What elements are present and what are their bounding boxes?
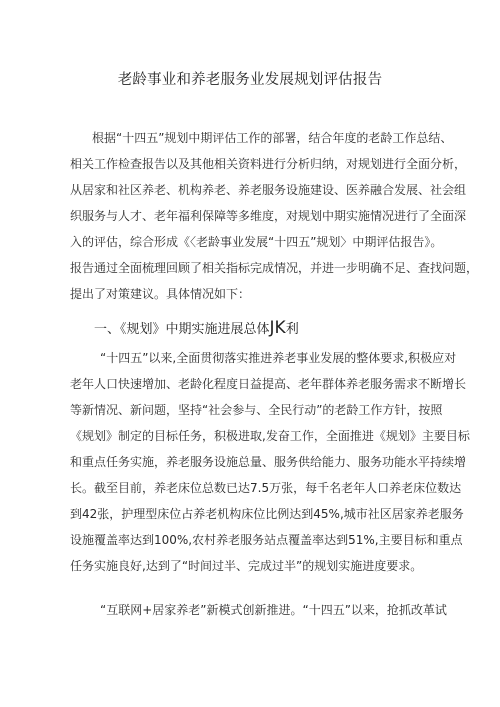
progress-paragraph: [70, 345, 470, 579]
text-line: 织服务与人才、老年福利保障等多维度，对规划中期实施情况进行了全面深: [70, 209, 467, 223]
section-heading-jk: JK: [269, 318, 286, 338]
section-heading-suffix: 利: [285, 322, 299, 337]
internet-eldercare-paragraph: [70, 597, 450, 623]
text-line: “互联网+居家养老”新模式创新推进。“十四五”以来，抢抓改革试: [100, 603, 447, 617]
text-line: 报告通过全面梳理回顾了相关指标完成情况，并进一步明确不足、查找问题，: [70, 261, 479, 275]
text-line: 任务实施良好,达到了“时间过半、完成过半”的规划实施进度要求。: [70, 559, 423, 573]
text-line: 到42张，护理型床位占养老机构床位比例达到45%,城市社区居家养老服务: [70, 507, 464, 521]
section-heading: [94, 318, 299, 338]
document-title: 老龄事业和养老服务业发展规划评估报告: [117, 72, 383, 88]
text-line: 从居家和社区养老、机构养老、养老服务设施建设、医养融合发展、社会组: [70, 183, 467, 197]
text-line: 长。截至目前，养老床位总数已达7.5万张，每千名老年人口养老床位数达: [70, 481, 462, 495]
text-line: 相关工作检查报告以及其他相关资料进行分析归纳，对规划进行全面分析，: [70, 157, 467, 171]
intro-paragraph: [70, 125, 479, 307]
text-line: 根据“十四五”规划中期评估工作的部署，结合年度的老龄工作总结、: [92, 131, 453, 145]
text-line: “十四五”以来,全面贯彻落实推进养老事业发展的整体要求,积极应对: [100, 351, 457, 365]
text-line: 入的评估，综合形成《〈老龄事业发展“十四五”规划〉中期评估报告》。: [70, 235, 443, 249]
text-line: 老年人口快速增加、老龄化程度日益提高、老年群体养老服务需求不断增长: [70, 377, 467, 391]
text-line: 《规划》制定的目标任务，积极进取,发奋工作，全面推进《规划》主要目标: [70, 429, 470, 443]
text-line: 等新情况、新问题，坚持“社会参与、全民行动”的老龄工作方针，按照: [70, 403, 443, 417]
section-heading-prefix: 一、《规划》中期实施进展总体: [94, 322, 270, 337]
text-line: 和重点任务实施，养老服务设施总量、服务供给能力、服务功能水平持续增: [70, 455, 467, 469]
text-line: 设施覆盖率达到100%,农村养老服务站点覆盖率达到51%,主要目标和重点: [70, 533, 463, 547]
text-line: 提出了对策建议。具体情况如下：: [70, 287, 251, 301]
